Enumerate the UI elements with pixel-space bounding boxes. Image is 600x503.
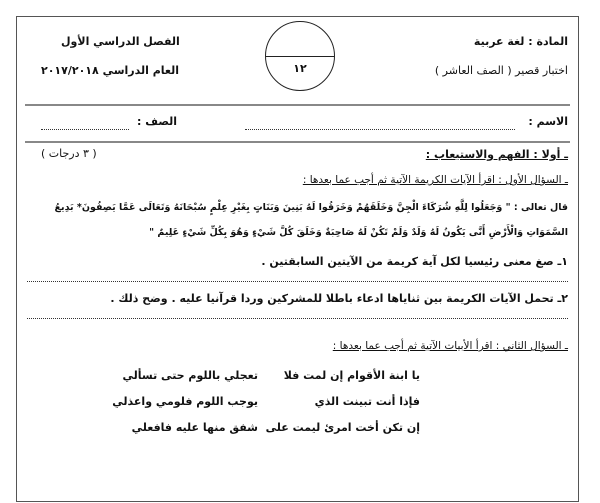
exam-type: اختبار قصير ( الصف العاشر ) [434, 64, 568, 77]
verse-1-first: يا ابنة الأقوام إن لمت فلا [283, 369, 420, 382]
answer-line-2[interactable] [27, 308, 568, 319]
questions-body [27, 171, 568, 441]
question1-title: ـ السؤال الأول : اقرأ الآيات الكريمة الآتية ثم أجب عما بعدها : [302, 174, 568, 186]
name-field[interactable] [245, 129, 515, 130]
question1-item-2: ٢ـ تحمل الآيات الكريمة بين ثناياها ادعاء باطلا للمشركين وردا قرآنيا عليه . وضح ذلك . [110, 292, 568, 305]
class-field[interactable] [41, 129, 129, 130]
section-marks: ( ٣ درجات ) [41, 147, 97, 160]
name-label: الاسم : [528, 115, 568, 128]
verse-2-second: يوجب اللوم فلومي واعذلي [112, 395, 258, 408]
score-divider [266, 56, 334, 57]
verse-3-first: إن تكن أخت امرئ ليمت على [265, 421, 420, 434]
verse-1 [27, 363, 568, 389]
header-divider [25, 104, 570, 106]
verse-3-second: شفق منها عليه فافعلي [131, 421, 258, 434]
quran-line-1: قال تعالى : " وَجَعَلُوا لِلَّهِ شُرَكَاءَ الْجِنَّ وَخَلَقَهُمْ وَخَرَقُوا لَهُ بَنِينَ وَبَنَاتٍ بِغَيْرِ عِلْمٍ سُبْحَانَهُ وَتَعَالَى عَمَّا يَصِفُونَ* بَدِيعُ السَّمَوَاتِ [54, 202, 568, 238]
section-title: ـ أولا : الفهم والاستيعاب : [425, 148, 568, 161]
score-total: ١٢ [293, 62, 307, 75]
verse-2 [27, 389, 568, 415]
question2-title: ـ السؤال الثاني : اقرأ الأبيات الآتية ثم أجب عما بعدها : [332, 340, 568, 352]
verse-3 [27, 415, 568, 441]
quran-passage [27, 195, 568, 245]
name-divider [25, 141, 570, 143]
answer-line-1[interactable] [27, 271, 568, 282]
poem-verses [27, 363, 568, 441]
verse-1-second: تعجلي باللوم حتى تسألي [122, 369, 258, 382]
exam-sheet [16, 16, 579, 502]
class-label: الصف : [137, 115, 178, 128]
semester: الفصل الدراسي الأول [61, 35, 180, 48]
school-year: العام الدراسي ٢٠١٧/٢٠١٨ [41, 64, 179, 77]
question1-item-1: ١ـ صغ معنى رئيسيا لكل آية كريمة من الآيتين السابقتين . [261, 255, 568, 268]
score-circle [265, 21, 335, 91]
quran-line-2: وَالْأَرْضِ أَنَّى يَكُونُ لَهُ وَلَدٌ وَلَمْ تَكُنْ لَهُ صَاحِبَةٌ وَخَلَقَ كُلَّ شَيْءٍ وَهُوَ بِكُلِّ شَيْءٍ عَلِيمٌ " [149, 227, 524, 238]
verse-2-first: فإذا أنت تبينت الذي [314, 395, 420, 408]
subject: المادة : لغة عربية [473, 35, 568, 48]
